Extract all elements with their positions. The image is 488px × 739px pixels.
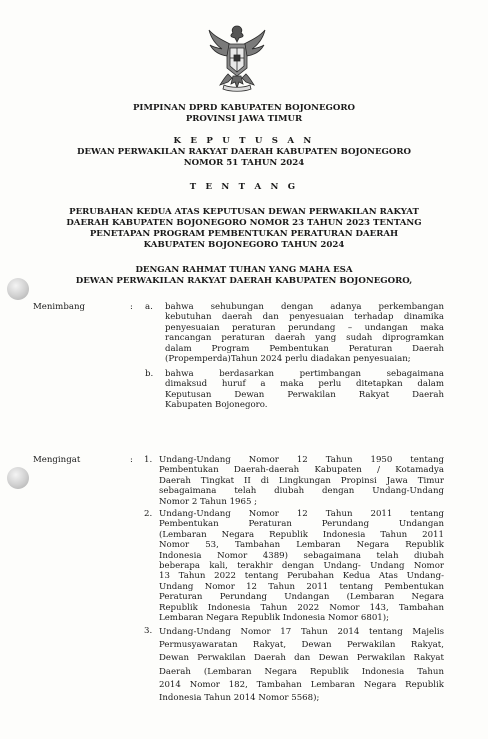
menimbang-item-a [165, 302, 444, 364]
text-line: Indonesia Nomor 4389) sebagaimana telah diubah [159, 550, 444, 561]
header-line-2: PROVINSI JAWA TIMUR [185, 114, 303, 124]
text-line: Permusyawaratan Rakyat, Dewan Perwakilan Rakyat, [159, 640, 444, 651]
mengingat-colon: : [130, 455, 133, 465]
text-line: Undang Nomor 12 Tahun 2011 tentang Pembentukan [159, 581, 444, 592]
menimbang-item-b [165, 369, 444, 411]
text-line: dalam Program Pembentukan Peraturan Daerah [165, 343, 444, 354]
text-line: Peraturan Perundang Undangan (Lembaran Negara [159, 592, 444, 603]
punch-hole-icon [7, 278, 29, 300]
text-line: Keputusan Dewan Perwakilan Rakyat Daerah [165, 389, 444, 400]
text-line: Daerah Tingkat II di Lingkungan Propinsi Jawa Timur [159, 475, 444, 486]
header-line-1: PIMPINAN DPRD KABUPATEN BOJONEGORO [132, 103, 356, 113]
text-line: kebutuhan daerah dan penyesuaian terhadap dinamika [165, 312, 444, 323]
mengingat-item-1 [159, 455, 444, 507]
mengingat-item-3 [159, 626, 444, 705]
text-line: penyesuaian peraturan perundang – undangan maka [165, 322, 444, 333]
mengingat-marker-2: 2. [144, 509, 153, 519]
text-line: Lembaran Negara Republik Indonesia Nomor 6801); [159, 613, 390, 624]
menimbang-label: Menimbang [33, 302, 85, 312]
blessing-line-2: DEWAN PERWAKILAN RAKYAT DAERAH KABUPATEN BOJONEGORO, [75, 276, 413, 286]
text-line: Pembentukan Peraturan Perundang Undangan [159, 519, 444, 530]
menimbang-marker-a: a. [145, 302, 153, 312]
mengingat-item-2 [159, 509, 444, 623]
text-line: Daerah (Lembaran Negara Republik Indonesia Tahun [159, 666, 444, 677]
text-line: rancangan peraturan daerah yang sudah diprogramkan [165, 333, 444, 344]
text-line: bahwa berdasarkan pertimbangan sebagaimana [165, 369, 444, 379]
text-line: sebagaimana telah diubah dengan Undang-Undang [159, 486, 444, 497]
subject-line-2: DAERAH KABUPATEN BOJONEGORO NOMOR 23 TAHUN 2023 TENTANG [66, 218, 422, 228]
text-line: Undang-Undang Nomor 17 Tahun 2014 tentang Majelis [159, 627, 444, 637]
subject-line-4: KABUPATEN BOJONEGORO TAHUN 2024 [143, 240, 345, 250]
subject-line-1: PERUBAHAN KEDUA ATAS KEPUTUSAN DEWAN PERWAKILAN RAKYAT [69, 207, 419, 217]
subject-line-3: PENETAPAN PROGRAM PEMBENTUKAN PERATURAN DAERAH [89, 229, 399, 239]
text-line: Nomor 53, Tambahan Lembaran Negara Republik [159, 540, 444, 551]
blessing-line-1: DENGAN RAHMAT TUHAN YANG MAHA ESA [135, 265, 353, 275]
title-nomor: NOMOR 51 TAHUN 2024 [183, 158, 305, 168]
menimbang-colon: : [130, 302, 133, 312]
menimbang-marker-b: b. [145, 369, 154, 379]
text-line: (Lembaran Negara Republik Indonesia Tahun 2011 [159, 529, 444, 540]
mengingat-marker-1: 1. [144, 455, 153, 465]
punch-hole-icon [7, 467, 29, 489]
text-line: Undang-Undang Nomor 12 Tahun 1950 tentang [159, 455, 444, 465]
text-line: Indonesia Tahun 2014 Nomor 5568); [159, 693, 320, 704]
mengingat-marker-3: 3. [144, 626, 153, 636]
title-keputusan: K E P U T U S A N [173, 136, 315, 146]
text-line: Kabupaten Bojonegoro. [165, 400, 268, 411]
text-line: Nomor 2 Tahun 1965 ; [159, 496, 258, 507]
text-line: beberapa kali, terakhir dengan Undang- Undang Nomor [159, 561, 444, 572]
text-line: (Propemperda)Tahun 2024 perlu diadakan penyesuaian; [165, 354, 411, 365]
text-line: 13 Tahun 2022 tentang Perubahan Kedua Atas Undang- [159, 571, 444, 582]
text-line: Undang-Undang Nomor 12 Tahun 2011 tentang [159, 509, 444, 519]
text-line: dimaksud huruf a maka perlu ditetapkan dalam [165, 379, 444, 390]
title-body: DEWAN PERWAKILAN RAKYAT DAERAH KABUPATEN BOJONEGORO [77, 147, 411, 157]
garuda-emblem-icon [206, 22, 268, 94]
tentang-heading: T E N T A N G [189, 182, 299, 192]
mengingat-label: Mengingat [33, 455, 81, 465]
text-line: bahwa sehubungan dengan adanya perkembangan [165, 302, 444, 312]
text-line: 2014 Nomor 182, Tambahan Lembaran Negara Republik [159, 679, 444, 690]
text-line: Republik Indonesia Tahun 2022 Nomor 143, Tambahan [159, 602, 444, 613]
text-line: Pembentukan Daerah-daerah Kabupaten / Kotamadya [159, 465, 444, 476]
text-line: Dewan Perwakilan Daerah dan Dewan Perwakilan Rakyat [159, 653, 444, 664]
